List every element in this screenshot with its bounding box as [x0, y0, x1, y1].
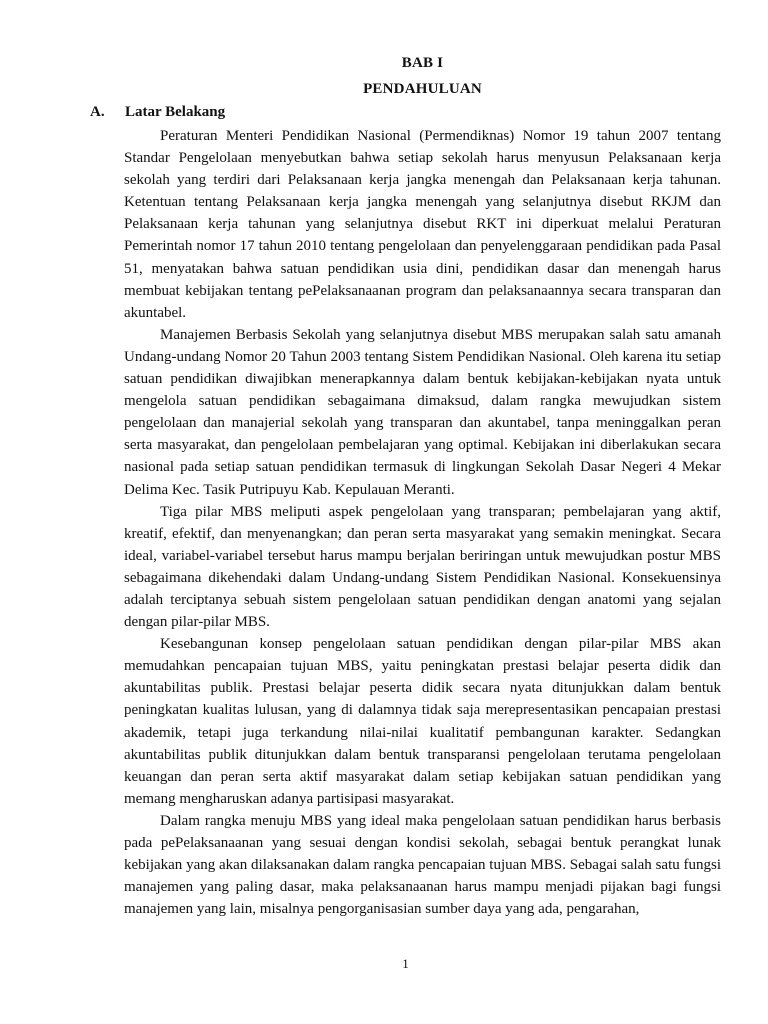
chapter-title: PENDAHULUAN: [363, 81, 482, 97]
section-heading: [90, 104, 225, 121]
section-letter: A.: [90, 104, 105, 120]
paragraph: Dalam rangka menuju MBS yang ideal maka pengelolaan satuan pendidikan harus berbasis pada pePelaksanaanan yang sesuai dengan kondisi sekolah, sebagai bentuk perangkat lunak kebijakan yang akan dilaksanakan dalam rangka pencapaian tujuan MBS. Sebagai salah satu fungsi manajemen yang paling dasar, maka pelaksanaanan harus mampu menjadi pijakan bagi fungsi manajemen yang lain, misalnya pengorganisasian sumber daya yang ada, pengarahan,: [124, 812, 721, 918]
paragraph: Kesebangunan konsep pengelolaan satuan pendidikan dengan pilar-pilar MBS akan memudahkan pencapaian tujuan MBS, yaitu peningkatan prestasi belajar peserta didik dan akuntabilitas publik. Prestasi belajar peserta didik secara nyata ditunjukkan dalam bentuk peningkatan kualitas lulusan, yang di dalamnya tidak saja merepresentasikan pencapaian prestasi akademik, tetapi juga terkandung nilai-nilai kualitatif pembangunan karakter. Sedangkan akuntabilitas publik ditunjukkan dalam bentuk transparansi pengelolaan terutama pengelolaan keuangan dan peran serta aktif masyarakat dalam setiap kebijakan satuan pendidikan yang memang mengharuskan adanya partisipasi masyarakat.: [124, 636, 721, 807]
paragraph: Manajemen Berbasis Sekolah yang selanjutnya disebut MBS merupakan salah satu amanah Undang-undang Nomor 20 Tahun 2003 tentang Sistem Pendidikan Nasional. Oleh karena itu setiap satuan pendidikan diwajibkan menerapkannya dalam bentuk kebijakan-kebijakan nyata untuk mengelola satuan pendidikan sebagaimana dimaksud, dalam rangka mewujudkan sistem pengelolaan dan manajerial sekolah yang transparan dan akuntabel, tanpa meninggalkan peran serta masyarakat, dan pengelolaan pembelajaran yang optimal. Kebijakan ini diberlakukan secara nasional pada setiap satuan pendidikan termasuk di lingkungan Sekolah Dasar Negeri 4 Mekar Delima Kec. Tasik Putripuyu Kab. Kepulauan Meranti.: [124, 326, 721, 498]
chapter-number: BAB I: [401, 55, 444, 71]
page-number: 1: [402, 956, 409, 971]
paragraph: Peraturan Menteri Pendidikan Nasional (Permendiknas) Nomor 19 tahun 2007 tentang Standar Pengelolaan menyebutkan bahwa setiap sekolah harus menyusun Pelaksanaan kerja sekolah yang terdiri dari Pelaksanaan kerja jangka menengah dan Pelaksanaan kerja tahunan. Ketentuan tentang Pelaksanaan kerja jangka menengah yang selanjutnya disebut RKJM dan Pelaksanaan kerja tahunan yang selanjutnya disebut RKT ini diperkuat melalui Peraturan Pemerintah nomor 17 tahun 2010 tentang pengelolaan dan penyelenggaraan pendidikan pada Pasal 51, menyatakan bahwa satuan pendidikan usia dini, pendidikan dasar dan menengah harus membuat kebijakan tentang pePelaksanaanan program dan pelaksanaannya secara transparan dan akuntabel.: [124, 128, 721, 321]
body-text: [124, 125, 721, 920]
paragraph: Tiga pilar MBS meliputi aspek pengelolaan yang transparan; pembelajaran yang aktif, kreatif, efektif, dan menyenangkan; dan peran serta masyarakat yang semakin meningkat. Secara ideal, variabel-variabel tersebut harus mampu berjalan beriringan untuk mewujudkan postur MBS sebagaimana dikehendaki dalam Undang-undang Sistem Pendidikan Nasional. Konsekuensinya adalah terciptanya sebuah sistem pengelolaan satuan pendidikan dengan anatomi yang sejalan dengan pilar-pilar MBS.: [124, 503, 721, 631]
section-title: Latar Belakang: [125, 104, 226, 120]
